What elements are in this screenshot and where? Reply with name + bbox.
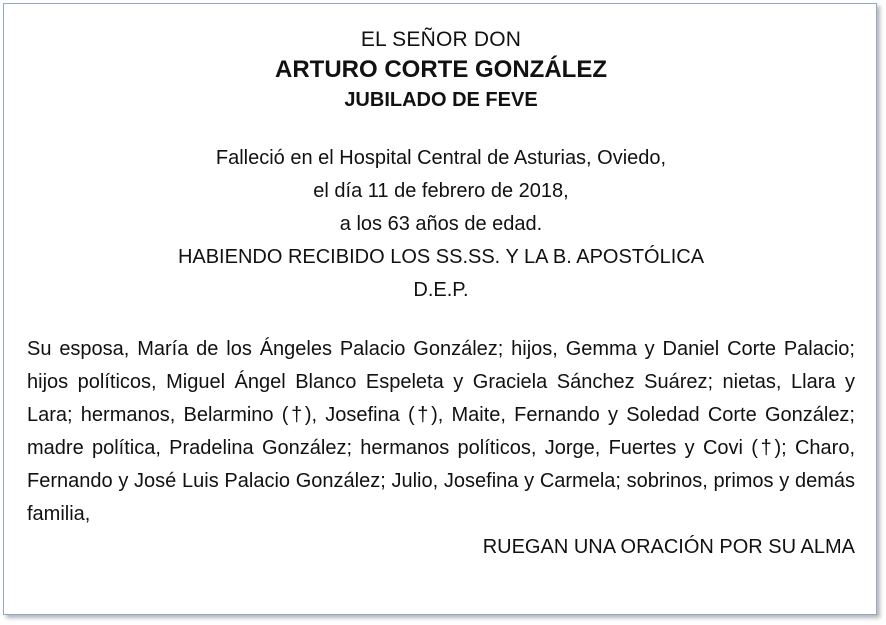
sacraments-line: HABIENDO RECIBIDO LOS SS.SS. Y LA B. APOSTÓLICA: [177, 246, 705, 268]
obituary-content: [27, 26, 855, 564]
occupation-line: JUBILADO DE FEVE: [344, 89, 538, 111]
age-line: a los 63 años de edad.: [339, 213, 543, 235]
closing-line: RUEGAN UNA ORACIÓN POR SU ALMA: [482, 536, 855, 558]
title-line: EL SEÑOR DON: [360, 28, 522, 51]
death-date-line: el día 11 de febrero de 2018,: [313, 180, 569, 202]
obituary-card: [3, 3, 877, 615]
family-paragraph: Su esposa, María de los Ángeles Palacio González; hijos, Gemma y Daniel Corte Palacio; hijos políticos, Miguel Ángel Blanco Espeleta y Graciela Sánchez Suárez; nietas, Llara y Lara; hermanos, Belarmino (†), Josefina (†), Maite, Fernando y Soledad Corte González; madre política, Pradelina González; hermanos políticos, Jorge, Fuertes y Covi (†); Charo, Fernando y José Luis Palacio González; Julio, Josefina y Carmela; sobrinos, primos y demás familia,: [27, 338, 855, 525]
death-place-line: Falleció en el Hospital Central de Asturias, Oviedo,: [215, 147, 667, 169]
death-details: [27, 142, 855, 307]
rip-line: D.E.P.: [413, 279, 469, 301]
deceased-name: ARTURO CORTE GONZÁLEZ: [275, 56, 607, 83]
